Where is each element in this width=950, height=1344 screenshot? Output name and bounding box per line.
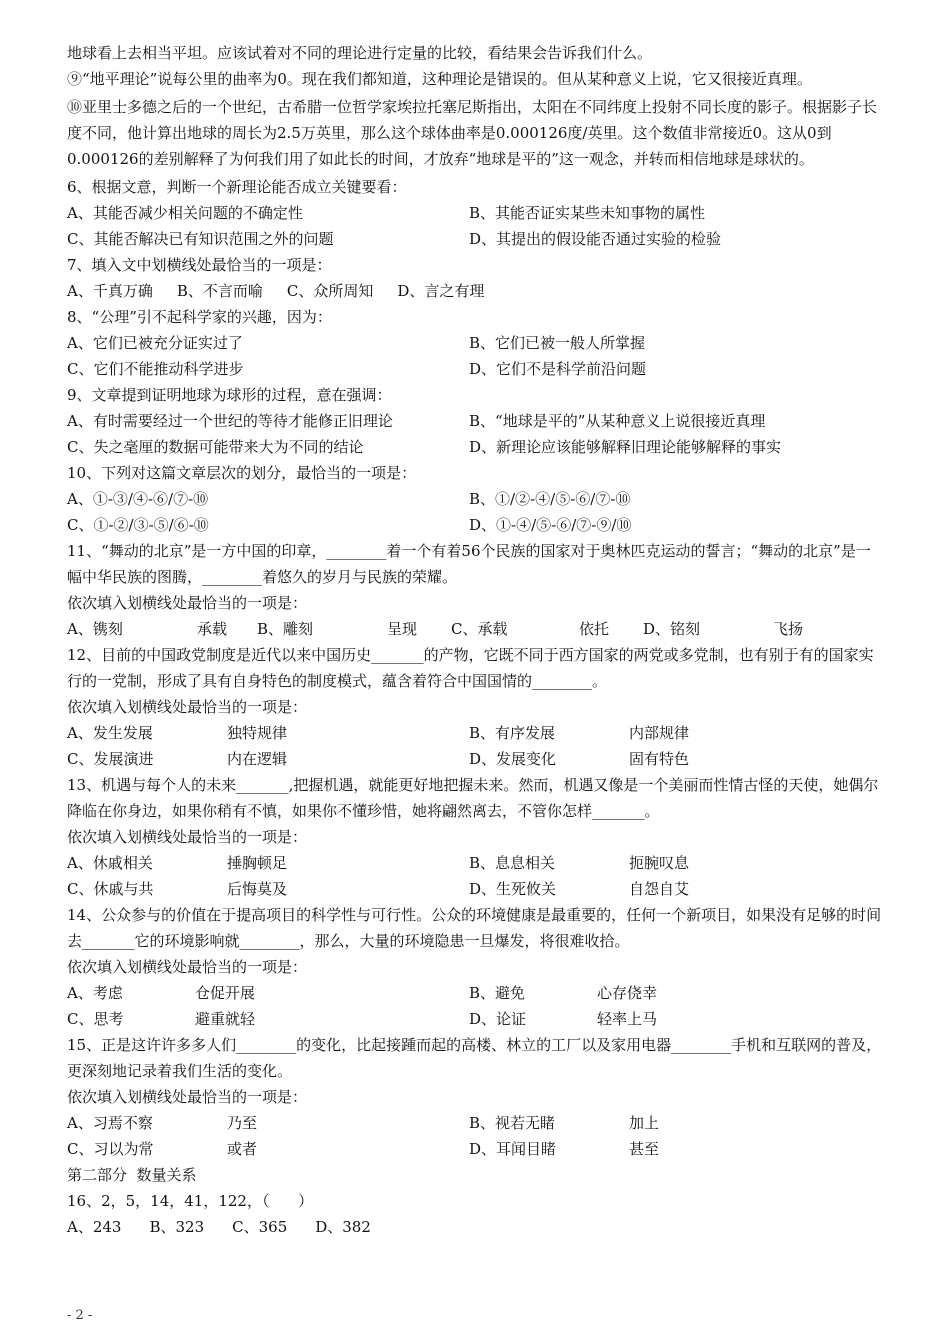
question-instruction: 依次填入划横线处最恰当的一项是：	[67, 594, 308, 612]
option-d-word2: 固有特色	[629, 750, 690, 768]
option-c-word2: 后悔莫及	[227, 880, 288, 898]
option-c-word1: C、习以为常	[67, 1140, 154, 1158]
option-a-word2: 乃至	[227, 1114, 258, 1132]
option-b: B、323	[149, 1218, 205, 1236]
option-a-word1: A、发生发展	[67, 724, 153, 742]
option-a: A、①-③/④-⑥/⑦-⑩	[67, 490, 209, 508]
option-d-word2: 轻率上马	[597, 1010, 658, 1028]
option-c-word1: C、思考	[67, 1010, 124, 1028]
question-12-stem: 12、目前的中国政党制度是近代以来中国历史_______的产物，它既不同于西方国家的两党或多党制，也有别于有的国家实行的一党制，形成了具有自身特色的制度模式，蕴含着符合中国国情的________。	[67, 646, 874, 690]
option-c-word1: C、承载	[451, 620, 508, 638]
option-b-word1: B、雕刻	[257, 620, 314, 638]
option-a-word1: A、习焉不察	[67, 1114, 153, 1132]
passage-paragraph: ⑨“地平理论”说每公里的曲率为0。现在我们都知道，这种理论是错误的。但从某种意义上说，它又很接近真理。	[67, 70, 812, 88]
option-d: D、新理论应该能够解释旧理论能够解释的事实	[469, 438, 782, 456]
question-instruction: 依次填入划横线处最恰当的一项是：	[67, 958, 308, 976]
question-15-stem: 15、正是这许许多多人们________的变化，比起接踵而起的高楼、林立的工厂以及家用电器________手机和互联网的普及，更深刻地记录着我们生活的变化。	[67, 1036, 882, 1080]
option-a-word2: 承载	[197, 620, 228, 638]
question-9-stem: 9、文章提到证明地球为球形的过程，意在强调：	[67, 386, 392, 404]
option-d-word1: D、耳闻目睹	[469, 1140, 557, 1158]
option-a-word1: A、镌刻	[67, 620, 123, 638]
option-a: A、千真万确	[67, 282, 153, 300]
question-14-stem: 14、公众参与的价值在于提高项目的科学性与可行性。公众的环境健康是最重要的，任何一个新项目，如果没有足够的时间去_______它的环境影响就________，那么，大量的环境隐患一旦爆发，将很难收拾。	[67, 906, 882, 950]
option-a: A、有时需要经过一个世纪的等待才能修正旧理论	[67, 412, 393, 430]
option-b-word2: 心存侥幸	[597, 984, 658, 1002]
option-a: A、243	[67, 1218, 122, 1236]
question-16-options	[67, 1214, 885, 1240]
option-d: D、其提出的假设能否通过实验的检验	[469, 230, 722, 248]
option-c: C、众所周知	[286, 282, 374, 300]
option-d-word1: D、发展变化	[469, 750, 557, 768]
passage-paragraph: 地球看上去相当平坦。应该试着对不同的理论进行定量的比较，看结果会告诉我们什么。	[67, 44, 653, 62]
option-b-word1: B、息息相关	[469, 854, 556, 872]
option-d: D、言之有理	[397, 282, 485, 300]
option-a-word1: A、考虑	[67, 984, 123, 1002]
section-heading: 第二部分 数量关系	[67, 1166, 197, 1184]
passage-paragraph: ⑩亚里士多德之后的一个世纪，古希腊一位哲学家埃拉托塞尼斯指出，太阳在不同纬度上投射不同长度的影子。根据影子长度不同，他计算出地球的周长为2.5万英里，那么这个球体曲率是0.000126度/英里。这个数值非常接近0。这从0到0.000126的差别解释了为何我们用了如此长的时间，才放弃“地球是平的”这一观念，并转而相信地球是球状的。	[67, 98, 878, 168]
option-d-word1: D、铭刻	[643, 620, 701, 638]
option-c: C、其能否解决已有知识范围之外的问题	[67, 230, 334, 248]
option-b-word2: 内部规律	[629, 724, 690, 742]
question-13-stem: 13、机遇与每个人的未来_______,把握机遇，就能更好地把握未来。然而，机遇又像是一个美丽而性情古怪的天使，她偶尔降临在你身边，如果你稍有不慎，如果你不懂珍惜，她将翩然离去，不管你怎样_______。	[67, 776, 879, 820]
option-b: B、“地球是平的”从某种意义上说很接近真理	[469, 412, 766, 430]
question-8-stem: 8、“公理”引不起科学家的兴趣，因为：	[67, 308, 332, 326]
option-c-word1: C、休戚与共	[67, 880, 154, 898]
option-a: A、它们已被充分证实过了	[67, 334, 243, 352]
option-c: C、它们不能推动科学进步	[67, 360, 244, 378]
question-16-stem: 16、2，5，14，41，122，（ ）	[67, 1192, 314, 1210]
option-d: D、①-④/⑤-⑥/⑦-⑨/⑩	[469, 516, 632, 534]
option-c-word2: 内在逻辑	[227, 750, 288, 768]
option-c: C、失之毫厘的数据可能带来大为不同的结论	[67, 438, 364, 456]
question-11-options	[67, 616, 885, 642]
option-a-word2: 独特规律	[227, 724, 288, 742]
option-b-word2: 呈现	[387, 620, 418, 638]
question-6-stem: 6、根据文意，判断一个新理论能否成立关键要看：	[67, 178, 407, 196]
page-number: - 2 -	[67, 1308, 93, 1323]
option-a-word2: 捶胸顿足	[227, 854, 288, 872]
option-d-word2: 自怨自艾	[629, 880, 690, 898]
option-d-word2: 甚至	[629, 1140, 660, 1158]
question-instruction: 依次填入划横线处最恰当的一项是：	[67, 1088, 308, 1106]
option-b-word1: B、有序发展	[469, 724, 556, 742]
option-b: B、不言而喻	[176, 282, 263, 300]
option-c-word2: 避重就轻	[195, 1010, 256, 1028]
option-d-word1: D、生死攸关	[469, 880, 557, 898]
option-b-word2: 扼腕叹息	[629, 854, 690, 872]
question-10-stem: 10、下列对这篇文章层次的划分，最恰当的一项是：	[67, 464, 417, 482]
option-d: D、它们不是科学前沿问题	[469, 360, 647, 378]
option-b: B、它们已被一般人所掌握	[469, 334, 646, 352]
option-b-word2: 加上	[629, 1114, 660, 1132]
option-b: B、其能否证实某些未知事物的属性	[469, 204, 706, 222]
question-instruction: 依次填入划横线处最恰当的一项是：	[67, 828, 308, 846]
option-b: B、①/②-④/⑤-⑥/⑦-⑩	[469, 490, 631, 508]
option-b-word1: B、视若无睹	[469, 1114, 556, 1132]
option-d: D、382	[315, 1218, 371, 1236]
question-11-stem: 11、“舞动的北京”是一方中国的印章，________着一个有着56个民族的国家对于奥林匹克运动的誓言；“舞动的北京”是一幅中华民族的图腾，________着悠久的岁月与民族的荣耀。	[67, 542, 871, 586]
option-d-word2: 飞扬	[773, 620, 804, 638]
option-a-word2: 仓促开展	[195, 984, 256, 1002]
question-instruction: 依次填入划横线处最恰当的一项是：	[67, 698, 308, 716]
question-7-options	[67, 278, 885, 304]
question-7-stem: 7、填入文中划横线处最恰当的一项是：	[67, 256, 332, 274]
option-b-word1: B、避免	[469, 984, 526, 1002]
option-c: C、①-②/③-⑤/⑥-⑩	[67, 516, 209, 534]
document-page	[67, 40, 885, 1240]
option-c: C、365	[232, 1218, 288, 1236]
option-a: A、其能否减少相关问题的不确定性	[67, 204, 303, 222]
option-a-word1: A、休戚相关	[67, 854, 153, 872]
option-c-word2: 或者	[227, 1140, 258, 1158]
option-c-word1: C、发展演进	[67, 750, 154, 768]
option-d-word1: D、论证	[469, 1010, 527, 1028]
option-c-word2: 依托	[579, 620, 610, 638]
